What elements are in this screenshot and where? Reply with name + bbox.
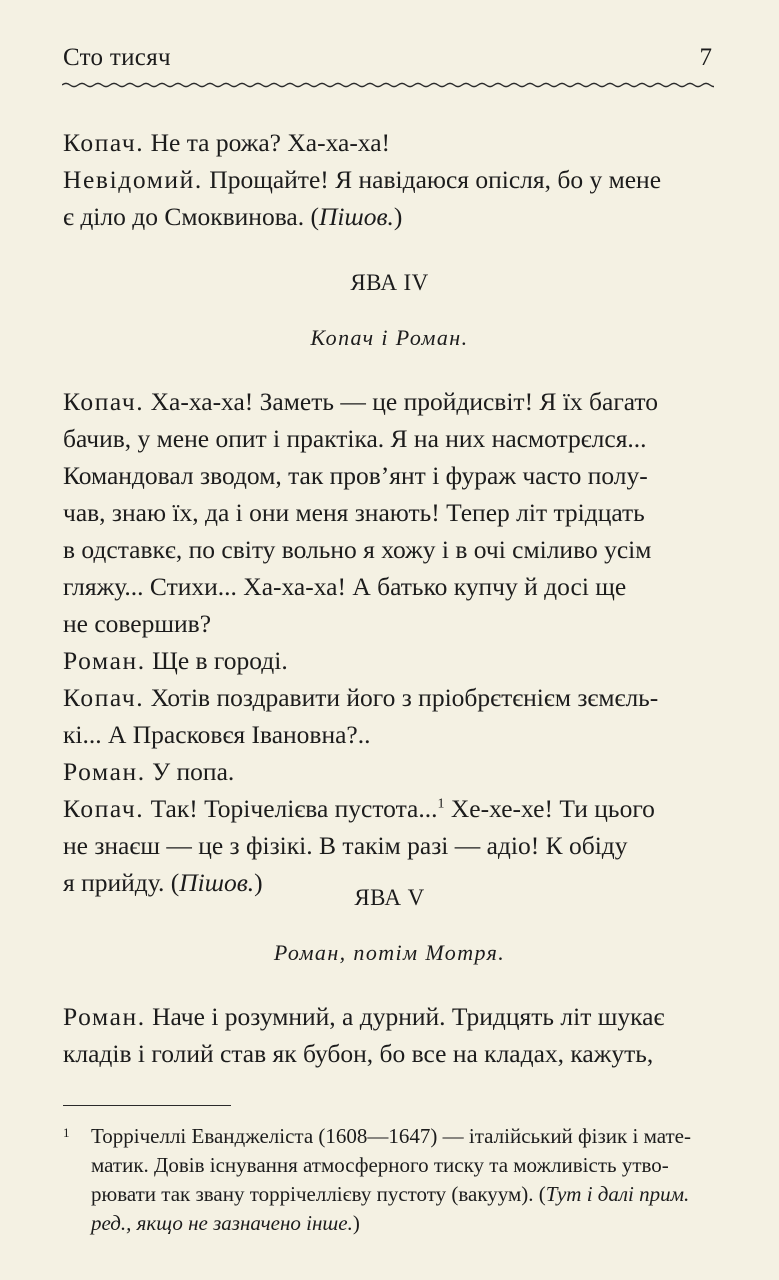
wavy-divider	[62, 78, 714, 92]
speaker-name: Роман.	[63, 1002, 146, 1031]
dialogue-text: Ха-ха-ха! Заметь — це пройдисвіт! Я їх багато	[144, 387, 658, 416]
dialogue-text: Так! Торічелієва пустота...	[144, 794, 438, 823]
stage-direction: Пішов.	[179, 868, 255, 897]
dialogue-line	[63, 124, 715, 161]
dialogue-block-2	[63, 383, 715, 901]
dialogue-line	[63, 998, 715, 1072]
speaker-name: Копач.	[63, 128, 145, 157]
dialogue-text: не совершив?	[63, 609, 212, 638]
footnote-line: )	[352, 1211, 360, 1235]
speaker-name: Невідомий.	[63, 165, 203, 194]
speaker-name: Копач.	[63, 683, 145, 712]
dialogue-text: )	[254, 868, 263, 897]
dialogue-text: Наче і розумний, а дурний. Тридцять літ шукає	[145, 1002, 665, 1031]
dialogue-line	[63, 642, 715, 679]
footnote-line: матик. Довів існування атмосферного тиску та можливість утво-	[91, 1153, 669, 1177]
footnote-reference: 1	[437, 796, 445, 812]
dialogue-text: не знаєш — це з фізікі. В такім разі — адіо! К обіду	[63, 831, 628, 860]
dialogue-text: У попа.	[145, 757, 235, 786]
footnote-line: Торрічеллі Еванджеліста (1608—1647) — італійський фізик і мате-	[91, 1124, 691, 1148]
scene-characters: Копач і Роман.	[310, 325, 469, 350]
dialogue-block-1	[63, 124, 715, 235]
scene-heading: ЯВА IV	[350, 270, 429, 295]
dialogue-text: чав, знаю їх, да і они меня знають! Тепер літ трідцать	[63, 498, 645, 527]
dialogue-text: Не та рожа? Ха-ха-ха!	[144, 128, 391, 157]
dialogue-text: є діло до Смоквинова. (	[63, 202, 319, 231]
scene-heading: ЯВА V	[354, 885, 425, 910]
scene-characters: Роман, потім Мотря.	[273, 940, 506, 965]
dialogue-text: Ще в городі.	[145, 646, 288, 675]
dialogue-text: бачив, у мене опит і практіка. Я на них насмотрєлся...	[63, 424, 647, 453]
speaker-name: Копач.	[63, 794, 145, 823]
dialogue-text: гляжу... Стихи... Ха-ха-ха! А батько купчу й досі ще	[63, 572, 627, 601]
footnote-line: рювати так звану торрічеллієву пустоту (вакуум). (	[91, 1182, 546, 1206]
footnote-editor-note: Тут і далі прим.	[545, 1182, 690, 1206]
dialogue-text: )	[393, 202, 403, 231]
dialogue-text: кі... А Прасковєя Івановна?..	[63, 720, 371, 749]
dialogue-line	[63, 679, 715, 753]
stage-direction: Пішов.	[318, 202, 394, 231]
footnote-rule	[63, 1105, 231, 1106]
dialogue-text: Командовал зводом, так пров’янт і фураж часто полу-	[63, 461, 648, 490]
running-header-title: Сто тисяч	[63, 44, 171, 71]
speaker-name: Роман.	[63, 757, 146, 786]
dialogue-text: в одставкє, по світу вольно я хожу і в очі сміливо усім	[63, 535, 652, 564]
footnote	[63, 1122, 715, 1238]
speaker-name: Копач.	[63, 387, 145, 416]
footnote-editor-note: ред., якщо не зазначено інше.	[91, 1211, 353, 1235]
dialogue-line	[63, 161, 715, 235]
dialogue-text: Хе-хе-хе! Ти цього	[444, 794, 655, 823]
dialogue-text: я прийду. (	[63, 868, 180, 897]
dialogue-block-3	[63, 998, 715, 1072]
dialogue-text: Хотів поздравити його з пріобрєтєнієм зємєль-	[144, 683, 659, 712]
page-number: 7	[699, 44, 712, 71]
footnote-text	[63, 1122, 715, 1238]
dialogue-line	[63, 753, 715, 790]
footnote-mark: 1	[63, 1125, 70, 1140]
dialogue-line	[63, 383, 715, 642]
dialogue-text: Прощайте! Я навідаюся опісля, бо у мене	[202, 165, 662, 194]
speaker-name: Роман.	[63, 646, 146, 675]
dialogue-text: кладів і голий став як бубон, бо все на кладах, кажуть,	[63, 1039, 654, 1068]
